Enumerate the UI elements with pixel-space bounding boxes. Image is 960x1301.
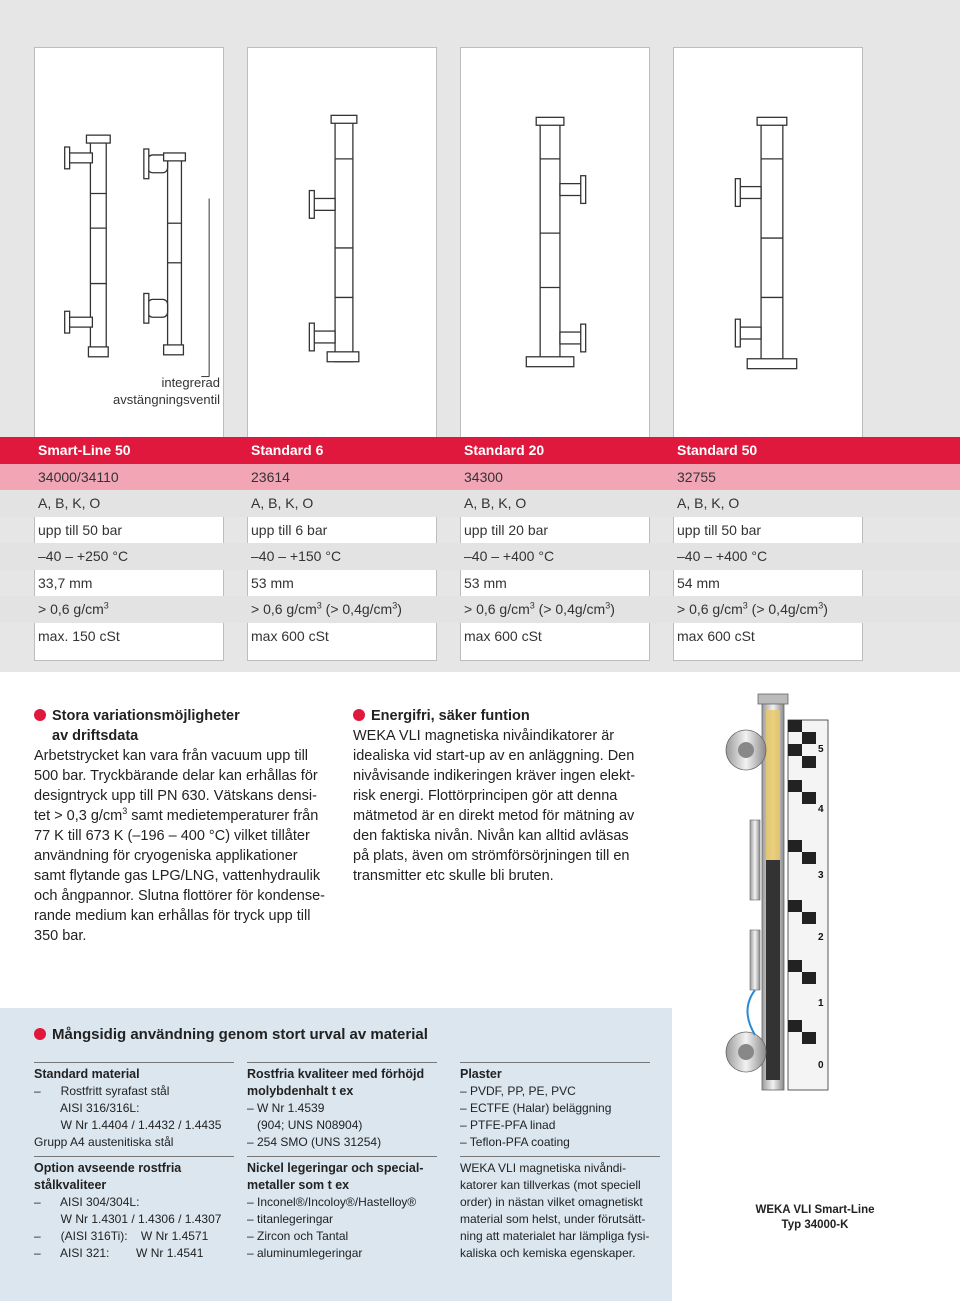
divider xyxy=(34,1156,234,1157)
material-line: – titanlegeringar xyxy=(247,1212,334,1226)
materials-title-text: Mångsidig användning genom stort urval av material xyxy=(52,1026,428,1043)
material-line: – PTFE-PFA linad xyxy=(460,1118,556,1132)
cell-pressure-0: upp till 50 bar xyxy=(38,521,123,538)
density-sup: 3 xyxy=(742,600,748,611)
cell-code-0: 34000/34110 xyxy=(38,468,119,485)
section-title: Energifri, säker funtion xyxy=(371,708,530,724)
row-code xyxy=(0,464,960,491)
density-close: ) xyxy=(823,601,828,617)
paragraph-text: tet > 0,3 g/cm xyxy=(34,808,123,824)
density-sup-2: 3 xyxy=(605,600,611,611)
density-alt: (> 0,4g/cm xyxy=(534,601,606,617)
paragraph-line: den faktiska nivån. Nivån kan alltid avläsas xyxy=(353,828,629,844)
paragraph-line: Arbetstrycket kan vara från vacuum upp till xyxy=(34,748,309,764)
cell-viscosity-3: max 600 cSt xyxy=(677,627,755,644)
material-block-nickel xyxy=(247,1156,437,1262)
cell-materials-1: A, B, K, O xyxy=(251,495,314,511)
cell-code-1: 23614 xyxy=(251,468,290,485)
cell-density-3 xyxy=(673,596,828,622)
material-line: – Zircon och Tantal xyxy=(247,1229,349,1243)
bullet-icon xyxy=(34,1028,46,1040)
material-line: material som helst, under förutsätt- xyxy=(460,1212,646,1226)
material-block-standard xyxy=(34,1062,234,1151)
material-block-molybdenum xyxy=(247,1062,437,1151)
density-close: ) xyxy=(397,601,402,617)
density-sup: 3 xyxy=(103,600,109,611)
material-line: order) in nästan vilket omagnetiskt xyxy=(460,1195,643,1209)
caption-line-1: WEKA VLI Smart-Line xyxy=(755,1204,875,1216)
material-line: – aluminumlegeringar xyxy=(247,1246,363,1260)
paragraph-line: användning för cryogeniska applikationer xyxy=(34,848,298,864)
density-sup-2: 3 xyxy=(818,600,824,611)
material-line: katorer kan tillverkas (mot speciell xyxy=(460,1178,641,1192)
material-line: – ECTFE (Halar) beläggning xyxy=(460,1101,612,1115)
paragraph-line: samt flytande gas LPG/LNG, vattenhydraulik xyxy=(34,868,321,884)
photo-caption xyxy=(700,1203,930,1233)
cell-name-1: Standard 6 xyxy=(251,442,324,458)
material-line: – W Nr 1.4539 xyxy=(247,1101,325,1115)
density-text: > 0,6 g/cm xyxy=(677,601,743,617)
bullet-icon xyxy=(353,709,365,721)
row-viscosity xyxy=(0,623,960,650)
paragraph-line: 350 bar. xyxy=(34,928,87,944)
scale-label-3: 3 xyxy=(818,870,824,881)
material-line: Grupp A4 austenitiska stål xyxy=(34,1135,174,1149)
row-temperature xyxy=(0,543,960,570)
paragraph-text: samt medietemperaturer från xyxy=(127,808,319,824)
paragraph-line: mätmetod är en direkt metod för mätning av xyxy=(353,808,635,824)
cell-name-3: Standard 50 xyxy=(677,442,758,458)
material-line: – Teflon-PFA coating xyxy=(460,1135,570,1149)
material-block-title: Nickel legeringar och special-metaller som t ex xyxy=(247,1161,424,1192)
material-line: ning att materialet har lämpliga fysi- xyxy=(460,1229,650,1243)
valve-annotation xyxy=(100,374,220,408)
density-text: > 0,6 g/cm xyxy=(251,601,317,617)
cell-diameter-0: 33,7 mm xyxy=(38,574,93,591)
cell-pressure-3: upp till 50 bar xyxy=(677,521,762,538)
paragraph-line: transmitter etc skulle bli bruten. xyxy=(353,868,554,884)
material-line: kaliska och kemiska egenskaper. xyxy=(460,1246,636,1260)
section-title: Stora variationsmöjligheter xyxy=(52,708,240,724)
materials-title xyxy=(34,1026,428,1043)
material-line: – PVDF, PP, PE, PVC xyxy=(460,1084,576,1098)
paragraph-line: och ångpannor. Slutna flottörer för kondense- xyxy=(34,888,325,904)
paragraph-line: WEKA VLI magnetiska nivåindikatorer är xyxy=(353,728,615,744)
cell-temp-0: –40 – +250 °C xyxy=(38,548,129,564)
paragraph-line: rande medium kan erhållas för tryck upp till xyxy=(34,908,311,924)
material-block-option xyxy=(34,1156,234,1262)
material-block-title: Option avseende rostfria stålkvaliteer xyxy=(34,1161,182,1192)
cell-pressure-1: upp till 6 bar xyxy=(251,521,328,538)
divider xyxy=(34,1062,234,1063)
material-line: – Rostfritt syrafast stål xyxy=(34,1084,170,1098)
material-line: – 254 SMO (UNS 31254) xyxy=(247,1135,382,1149)
cell-materials-3: A, B, K, O xyxy=(677,495,740,511)
divider xyxy=(247,1156,437,1157)
divider xyxy=(247,1062,437,1063)
paragraph-sup: 3 xyxy=(122,806,128,817)
annotation-line-2: avstängningsventil xyxy=(113,392,220,407)
cell-name-0: Smart-Line 50 xyxy=(38,442,131,458)
paragraph-line: idealiska vid start-up av en anläggning. Den xyxy=(353,748,635,764)
scale-label-2: 2 xyxy=(818,932,824,943)
density-alt: (> 0,4g/cm xyxy=(321,601,393,617)
cell-diameter-3: 54 mm xyxy=(677,574,720,591)
bullet-icon xyxy=(34,709,46,721)
paragraph-line: risk energi. Flottörprincipen gör att denna xyxy=(353,788,618,804)
cell-temp-1: –40 – +150 °C xyxy=(251,548,342,564)
material-line: W Nr 1.4301 / 1.4306 / 1.4307 xyxy=(34,1212,222,1226)
density-text: > 0,6 g/cm xyxy=(464,601,530,617)
cell-code-2: 34300 xyxy=(464,468,503,485)
paragraph-line: på plats, även om strömförsörjningen till en xyxy=(353,848,630,864)
cell-pressure-2: upp till 20 bar xyxy=(464,521,549,538)
material-line: – AISI 304/304L: xyxy=(34,1195,140,1209)
paragraph-line: 500 bar. Tryckbärande delar kan erhållas för xyxy=(34,768,318,784)
material-line: – Inconel®/Incoloy®/Hastelloy® xyxy=(247,1195,417,1209)
annotation-line-1: integrerad xyxy=(161,375,220,390)
density-sup: 3 xyxy=(529,600,535,611)
material-line: – (AISI 316Ti): W Nr 1.4571 xyxy=(34,1229,209,1243)
caption-line-2: Typ 34000-K xyxy=(781,1219,849,1231)
cell-diameter-1: 53 mm xyxy=(251,574,294,591)
standard-20-drawing xyxy=(461,48,649,438)
cell-materials-0: A, B, K, O xyxy=(38,495,101,511)
material-block-title: Rostfria kvaliteer med förhöjd molybdenhalt t ex xyxy=(247,1067,425,1098)
row-pressure xyxy=(0,517,960,544)
row-materials xyxy=(0,490,960,517)
section-variations xyxy=(34,706,344,946)
material-line: WEKA VLI magnetiska nivåndi- xyxy=(460,1161,627,1175)
paragraph-line: designtryck upp till PN 630. Vätskans densi- xyxy=(34,788,317,804)
material-line: (904; UNS N08904) xyxy=(247,1118,363,1132)
row-diameter xyxy=(0,570,960,597)
paragraph-line xyxy=(34,806,344,826)
cell-temp-2: –40 – +400 °C xyxy=(464,548,555,564)
material-block-note xyxy=(460,1156,660,1262)
cell-viscosity-0: max. 150 cSt xyxy=(38,627,120,644)
cell-diameter-2: 53 mm xyxy=(464,574,507,591)
paragraph-line: nivåvisande indikeringen kräver ingen elekt- xyxy=(353,768,636,784)
cell-code-3: 32755 xyxy=(677,468,716,485)
density-sup-2: 3 xyxy=(392,600,398,611)
material-line: W Nr 1.4404 / 1.4432 / 1.4435 xyxy=(34,1118,222,1132)
standard-6-drawing xyxy=(248,48,436,438)
divider xyxy=(460,1062,650,1063)
row-density xyxy=(0,596,960,623)
cell-density-2 xyxy=(460,596,615,622)
material-line: – AISI 321: W Nr 1.4541 xyxy=(34,1246,204,1260)
cell-materials-2: A, B, K, O xyxy=(464,495,527,511)
scale-label-1: 1 xyxy=(818,998,824,1009)
material-block-plastics xyxy=(460,1062,650,1151)
cell-temp-3: –40 – +400 °C xyxy=(677,548,768,564)
scale-label-5: 5 xyxy=(818,744,824,755)
scale-label-0: 0 xyxy=(818,1060,824,1071)
density-alt: (> 0,4g/cm xyxy=(747,601,819,617)
density-sup: 3 xyxy=(316,600,322,611)
cell-density-0 xyxy=(34,596,109,622)
product-photo xyxy=(720,690,840,1190)
standard-50-drawing xyxy=(674,48,862,438)
cell-name-2: Standard 20 xyxy=(464,442,545,458)
scale-label-4: 4 xyxy=(818,804,824,815)
density-close: ) xyxy=(610,601,615,617)
material-line: AISI 316/316L: xyxy=(34,1101,140,1115)
density-text: > 0,6 g/cm xyxy=(38,601,104,617)
material-block-title: Standard material xyxy=(34,1067,140,1081)
cell-viscosity-2: max 600 cSt xyxy=(464,627,542,644)
paragraph-line: 77 K till 673 K (–196 – 400 °C) vilket tillåter xyxy=(34,828,310,844)
section-title-line-2: av driftsdata xyxy=(52,728,139,744)
section-energy-free xyxy=(353,706,663,886)
cell-density-1 xyxy=(247,596,402,622)
divider xyxy=(460,1156,660,1157)
cell-viscosity-1: max 600 cSt xyxy=(251,627,329,644)
material-block-title: Plaster xyxy=(460,1067,502,1081)
row-name xyxy=(0,437,960,464)
